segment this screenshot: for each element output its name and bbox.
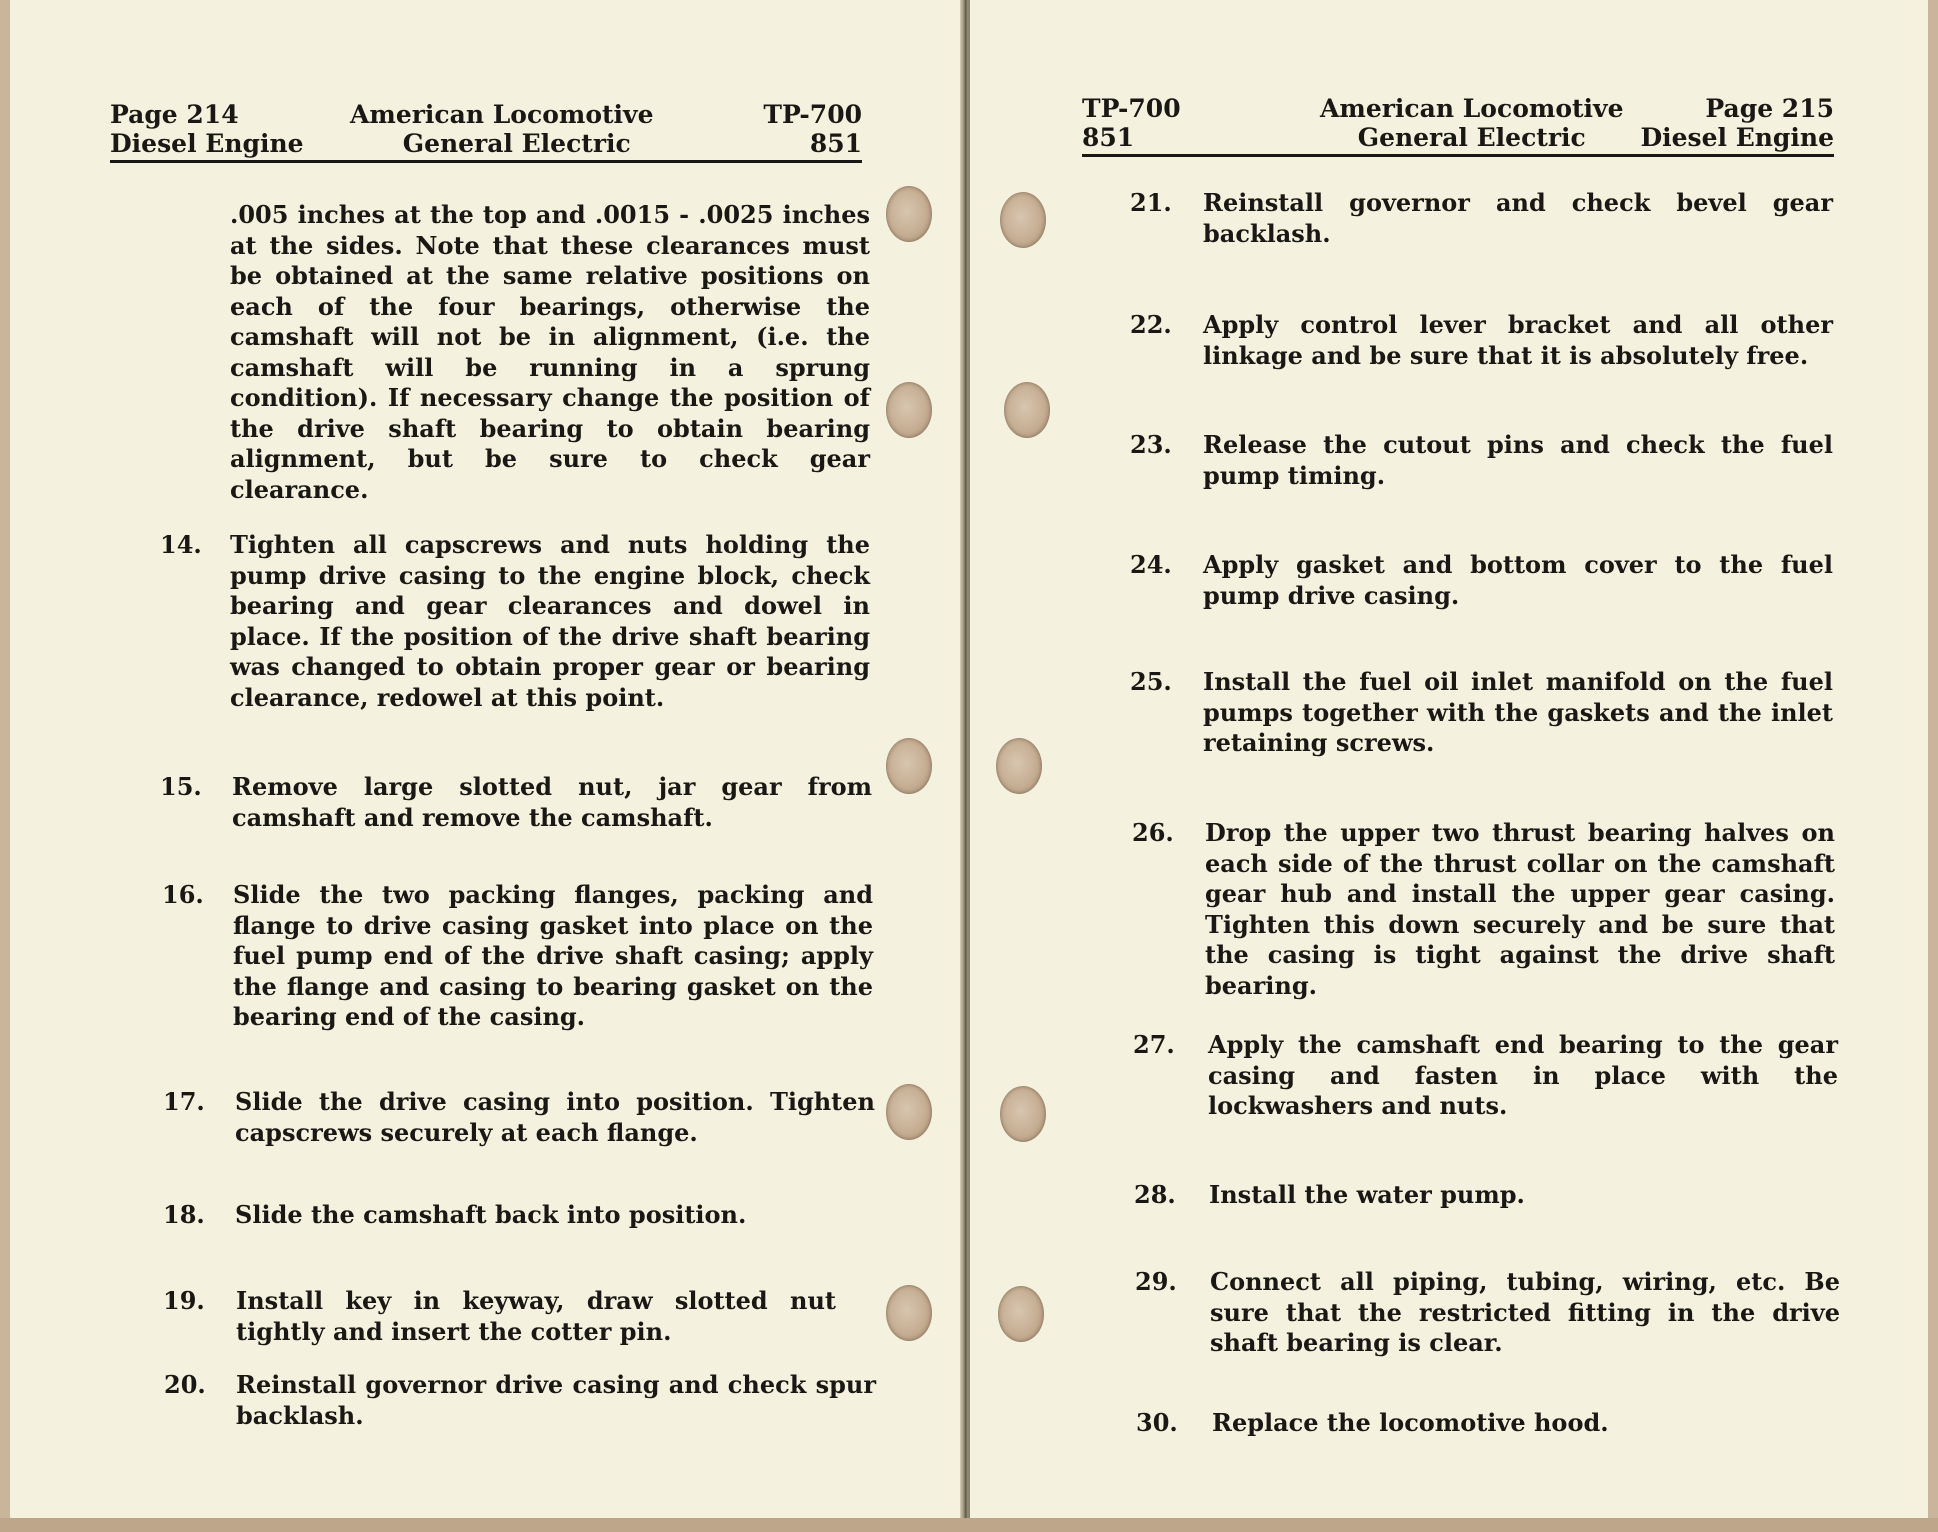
item-number: 18. (163, 1200, 205, 1229)
item-number: 29. (1135, 1267, 1177, 1296)
item-text: Install the fuel oil inlet manifold on the fuel pumps together with the gaskets and the inlet retaining screws. (1203, 667, 1833, 757)
item-text: Slide the camshaft back into position. (235, 1200, 747, 1229)
item-number: 28. (1134, 1180, 1176, 1209)
item-number: 19. (163, 1286, 205, 1315)
punch-hole (886, 1285, 932, 1341)
item-number: 16. (162, 880, 204, 909)
punch-hole (886, 738, 932, 794)
doc-number: 851 (1082, 123, 1135, 152)
left-page (10, 0, 962, 1520)
item-text: Connect all piping, tubing, wiring, etc. Be sure that the restricted fitting in the drive shaft bearing is clear. (1210, 1267, 1840, 1357)
item-text: Release the cutout pins and check the fuel pump timing. (1203, 430, 1833, 490)
item-text: Tighten all capscrews and nuts holding the pump drive casing to the engine block, check bearing and gear clearances and dowel in place. If the position of the drive shaft bearing was changed to obtain proper gear or bearing clearance, redowel at this point. (230, 530, 870, 712)
punch-hole (886, 186, 932, 242)
item-number: 26. (1132, 818, 1174, 847)
company-name-2: General Electric (1357, 123, 1586, 152)
page-number: Page 215 (1705, 94, 1834, 123)
punch-hole (1000, 192, 1046, 248)
right-page (968, 0, 1928, 1520)
section-name: Diesel Engine (110, 129, 304, 158)
punch-hole (998, 1286, 1044, 1342)
item-text: Apply control lever bracket and all other linkage and be sure that it is absolutely free. (1203, 310, 1833, 370)
item-text: .005 inches at the top and .0015 - .0025 inches at the sides. Note that these clearances must be obtained at the same relative positions on each of the four bearings, otherwise the camshaft will not be in alignment, (i.e. the camshaft will be running in a sprung condition). If necessary change the position of the drive shaft bearing to obtain bearing alignment, but be sure to check gear clearance. (230, 200, 870, 504)
company-name: American Locomotive (350, 100, 654, 129)
company-name-2: General Electric (402, 129, 631, 158)
punch-hole (996, 738, 1042, 794)
item-number: 25. (1130, 667, 1172, 696)
right-page-header (1082, 92, 1834, 157)
item-number: 21. (1130, 188, 1172, 217)
item-text: Slide the two packing flanges, packing and flange to drive casing gasket into place on the fuel pump end of the drive shaft casing; apply the flange and casing to bearing gasket on the bearing end of the casing. (233, 880, 873, 1031)
item-text: Apply the camshaft end bearing to the gear casing and fasten in place with the lockwashers and nuts. (1208, 1030, 1838, 1120)
item-number: 20. (164, 1370, 206, 1399)
item-number: 27. (1133, 1030, 1175, 1059)
item-text: Remove large slotted nut, jar gear from camshaft and remove the camshaft. (232, 772, 872, 832)
item-number: 15. (160, 772, 202, 801)
right-header-page-block (1640, 94, 1834, 152)
item-text: Reinstall governor drive casing and check spur backlash. (236, 1370, 876, 1430)
item-text: Replace the locomotive hood. (1212, 1408, 1609, 1437)
item-number: 14. (160, 530, 202, 559)
item-text: Install the water pump. (1209, 1180, 1525, 1209)
item-number: 22. (1130, 310, 1172, 339)
punch-hole (886, 382, 932, 438)
item-number: 24. (1130, 550, 1172, 579)
right-header-doc-block (1082, 94, 1181, 152)
punch-hole (886, 1084, 932, 1140)
item-text: Slide the drive casing into position. Tighten capscrews securely at each flange. (235, 1087, 875, 1147)
item-text: Apply gasket and bottom cover to the fuel pump drive casing. (1203, 550, 1833, 610)
left-header-page-block (110, 100, 304, 158)
item-number: 17. (163, 1087, 205, 1116)
doc-number: 851 (809, 129, 862, 158)
table-surface (0, 1518, 1938, 1532)
company-name: American Locomotive (1320, 94, 1624, 123)
left-header-company-block (350, 100, 653, 158)
section-name: Diesel Engine (1640, 123, 1834, 152)
item-text: Drop the upper two thrust bearing halves on each side of the thrust collar on the camshaft gear hub and install the upper gear casing. Tighten this down securely and be sure that the casing is tight against the drive shaft bearing. (1205, 818, 1835, 1000)
page-number: Page 214 (110, 100, 239, 129)
punch-hole (1004, 382, 1050, 438)
item-text: Install key in keyway, draw slotted nut tightly and insert the cotter pin. (236, 1286, 836, 1346)
punch-hole (1000, 1086, 1046, 1142)
left-header-doc-block (763, 100, 862, 158)
item-text: Reinstall governor and check bevel gear backlash. (1203, 188, 1833, 248)
item-number: 23. (1130, 430, 1172, 459)
left-page-header (110, 98, 862, 163)
item-number: 30. (1136, 1408, 1178, 1437)
doc-code: TP-700 (763, 100, 862, 129)
right-header-company-block (1320, 94, 1623, 152)
doc-code: TP-700 (1082, 94, 1181, 123)
